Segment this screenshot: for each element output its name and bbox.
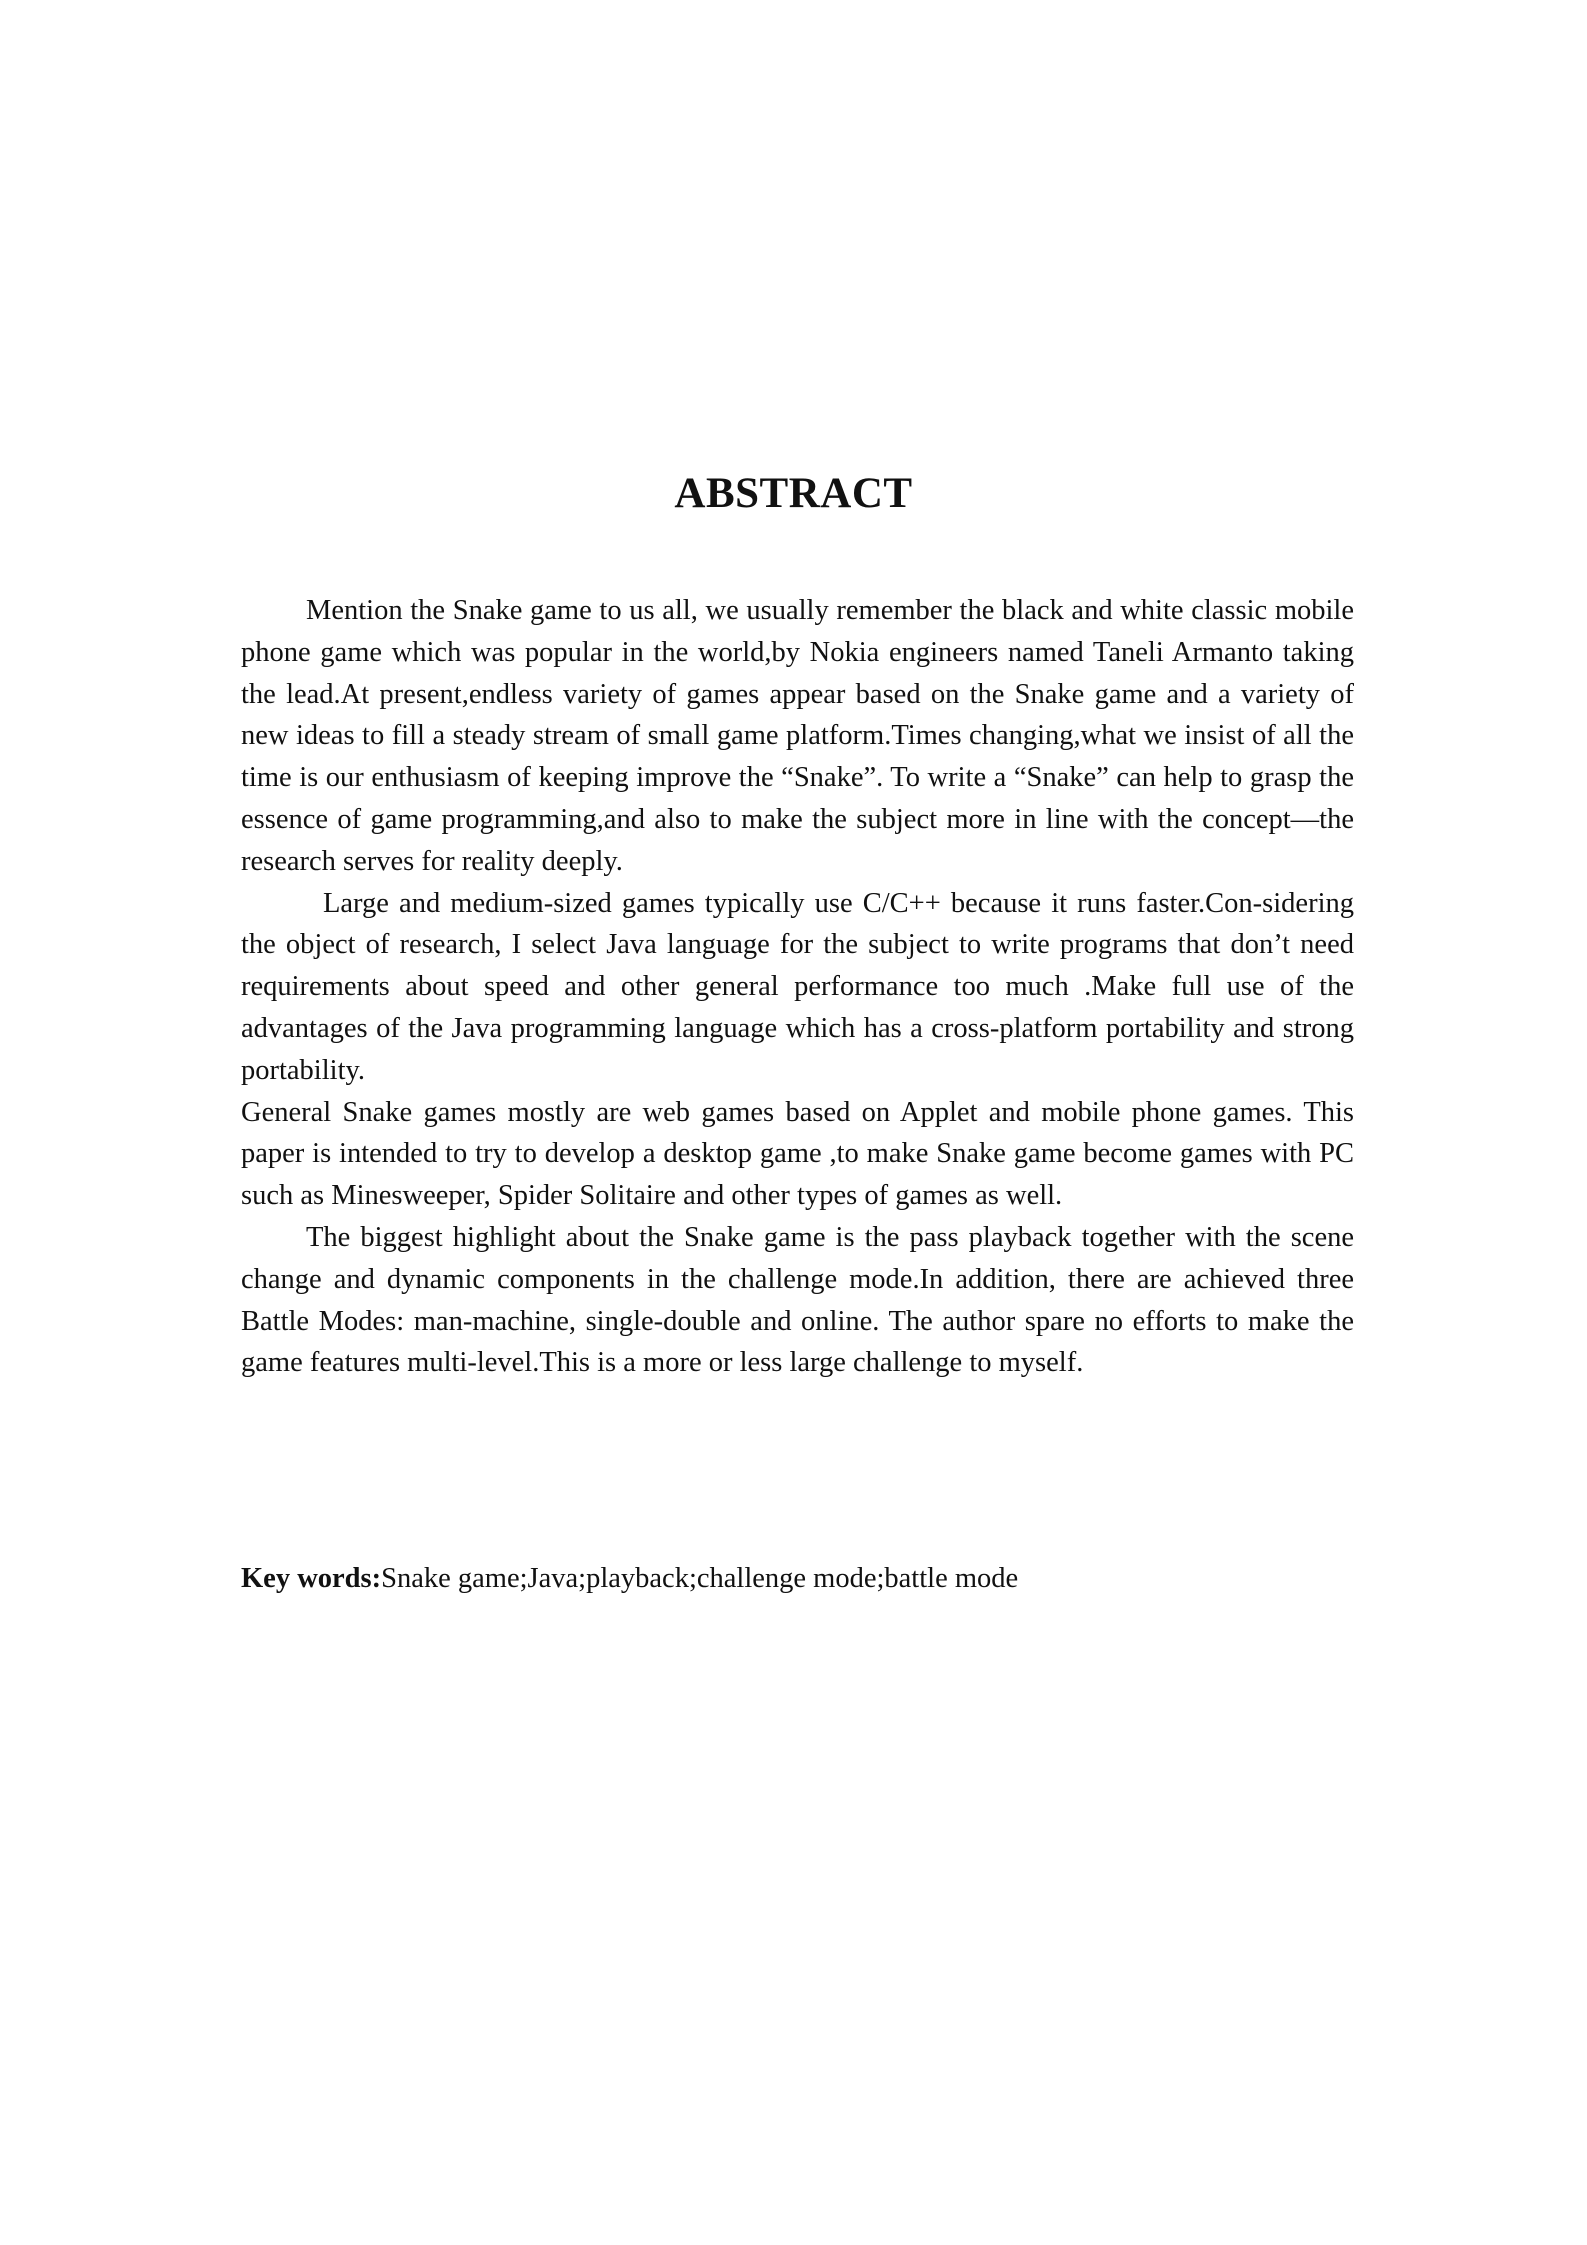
keywords-label: Key words: (241, 1563, 382, 1594)
keywords-value: Snake game;Java;playback;challenge mode;battle mode (381, 1563, 1019, 1594)
abstract-heading: ABSTRACT (674, 470, 913, 517)
abstract-body (241, 590, 1354, 1384)
abstract-paragraph-1: Mention the Snake game to us all, we usually remember the black and white classic mobile phone game which was popular in the world,by Nokia engineers named Taneli Armanto taking the lead.At present,endless variety of games appear based on the Snake game and a variety of new ideas to fill a steady stream of small game platform.Times changing,what we insist of all the time is our enthusiasm of keeping improve the “Snake”. To write a “Snake” can help to grasp the essence of game programming,and also to make the subject more in line with the concept—the research serves for reality deeply. (241, 595, 1354, 877)
abstract-paragraph-4: The biggest highlight about the Snake game is the pass playback together with the scene change and dynamic components in the challenge mode.In addition, there are achieved three Battle Modes: man-machine, single-double and online. The author spare no efforts to make the game features multi-level.This is a more or less large challenge to myself. (241, 1221, 1354, 1379)
abstract-paragraph-2: Large and medium-sized games typically use C/C++ because it runs faster.Con-sidering the object of research, I select Java language for the subject to write programs that don’t need requirements about speed and other general performance too much .Make full use of the advantages of the Java programming language which has a cross-platform portability and strong portability. (241, 887, 1354, 1086)
keywords-line (241, 1558, 1354, 1600)
abstract-paragraph-3: General Snake games mostly are web games based on Applet and mobile phone games. This paper is intended to try to develop a desktop game ,to make Snake game become games with PC such as Minesweeper, Spider Solitaire and other types of games as well. (241, 1096, 1354, 1212)
